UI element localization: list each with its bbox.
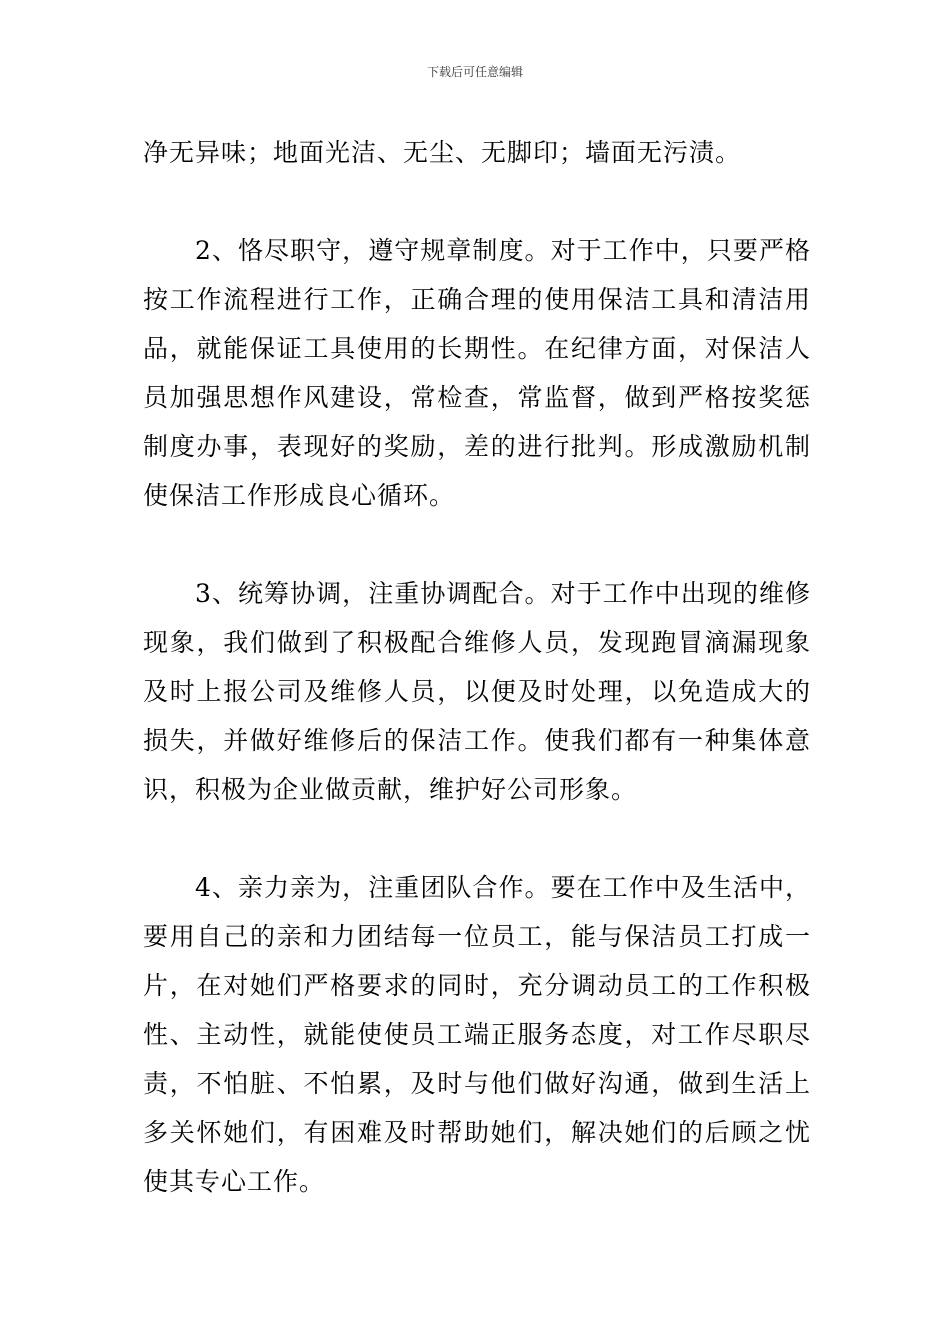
paragraph-item-2: 2、恪尽职守，遵守规章制度。对于工作中，只要严格按工作流程进行工作，正确合理的使用保洁工具和清洁用品，就能保证工具使用的长期性。在纪律方面，对保洁人员加强思想作风建设，常检查，常监督，做到严格按奖惩制度办事，表现好的奖励，差的进行批判。形成激励机制使保洁工作形成良心循环。 [143,236,811,510]
paragraph-continuation: 净无异味；地面光洁、无尘、无脚印；墙面无污渍。 [143,138,742,167]
paragraph-item-4: 4、亲力亲为，注重团队合作。要在工作中及生活中，要用自己的亲和力团结每一位员工，能与保洁员工打成一片，在对她们严格要求的同时，充分调动员工的工作积极性、主动性，就能使使员工端正服务态度，对工作尽职尽责，不怕脏、不怕累，及时与他们做好沟通，做到生活上多关怀她们，有困难及时帮助她们，解决她们的后顾之忧使其专心工作。 [143,873,811,1196]
paragraph-item-3: 3、统筹协调，注重协调配合。对于工作中出现的维修现象，我们做到了积极配合维修人员，发现跑冒滴漏现象及时上报公司及维修人员，以便及时处理，以免造成大的损失，并做好维修后的保洁工作。使我们都有一种集体意识，积极为企业做贡献，维护好公司形象。 [143,579,811,804]
document-body [143,128,811,1255]
page-header: 下载后可任意编辑 [426,65,523,79]
